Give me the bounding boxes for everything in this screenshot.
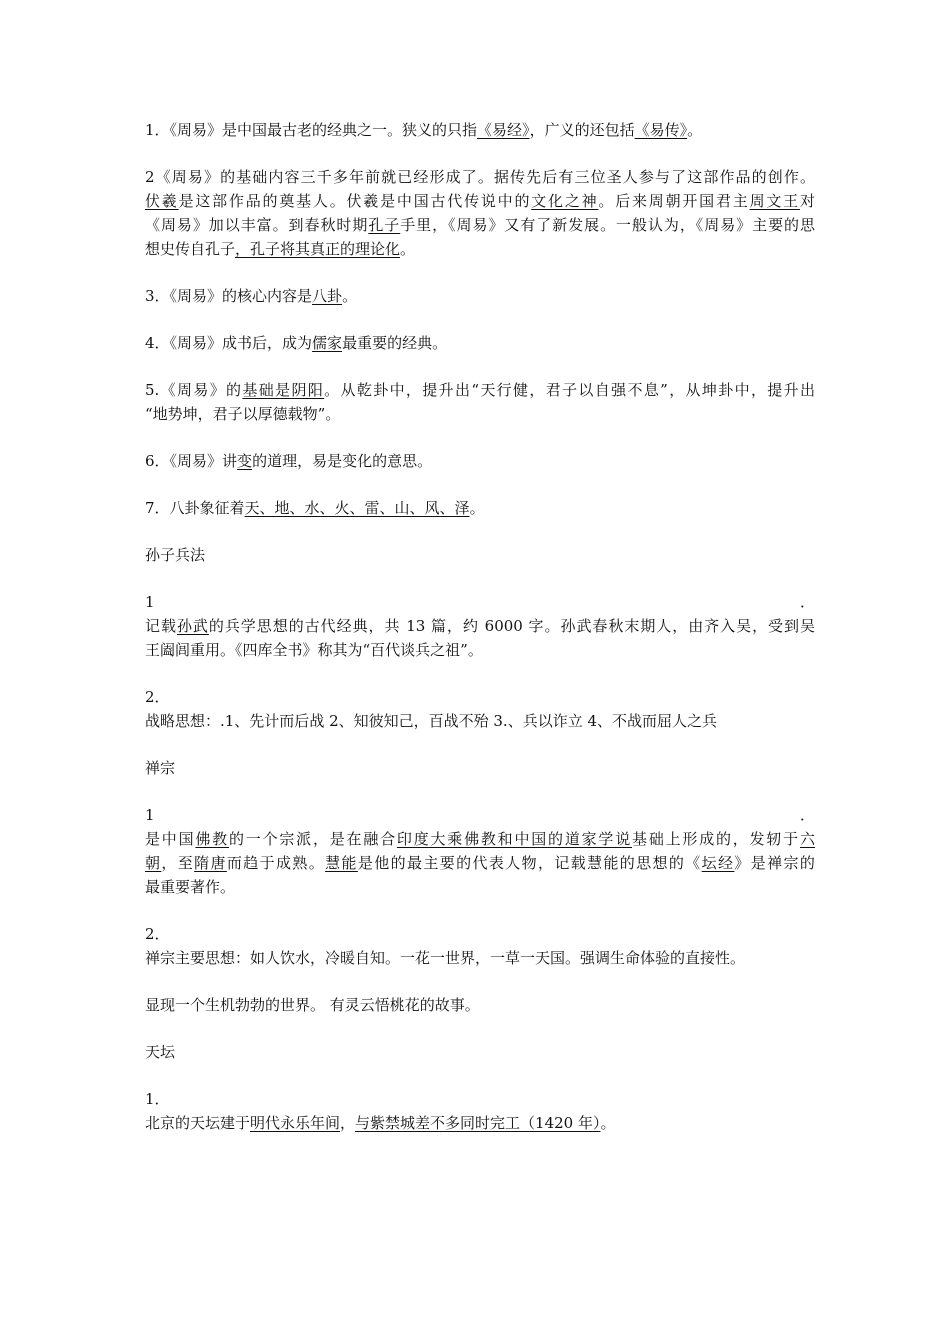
text-line	[145, 827, 815, 851]
text-run: 2．	[145, 688, 170, 706]
text-run: 记载	[145, 617, 177, 635]
text-run: 王阖闾重用。《四库全书》称其为“百代谈兵之祖”。	[145, 641, 483, 659]
text-line	[145, 543, 815, 567]
text-run: 3．《周易》的核心内容是	[145, 287, 313, 305]
underlined-text: 慧能	[325, 854, 358, 872]
text-run: 是他的最主要的代表人物，记载慧能的思想的《	[357, 854, 702, 872]
text-run: 想史传自孔子	[145, 240, 236, 258]
underlined-text: 佛教	[195, 830, 229, 848]
underlined-text: 伏羲	[145, 192, 179, 210]
text-run: 基础上形成的，发轫于	[632, 830, 800, 848]
text-run: 对	[799, 192, 815, 210]
text-line	[145, 993, 815, 1017]
text-run: 》是禅宗的	[734, 854, 815, 872]
paragraph	[145, 449, 815, 473]
text-run: 显现一个生机勃勃的世界。 有灵云悟桃花的故事。	[145, 996, 480, 1014]
text-run: 禅宗	[145, 759, 176, 777]
text-run: 战略思想：.1、先计而后战 2、知彼知己，百战不殆 3.、兵以诈立 4、不战而屈人之兵	[145, 712, 718, 730]
text-run: 的道理，易是变化的意思。	[252, 452, 433, 470]
text-run: 7．八卦象征着	[145, 499, 245, 517]
underlined-text: 朝	[145, 854, 162, 872]
paragraph	[145, 496, 815, 520]
text-line	[145, 1040, 815, 1064]
text-run: 最重要著作。	[145, 878, 236, 896]
underlined-text: 孙武	[176, 617, 209, 635]
text-run: 1．	[145, 806, 815, 824]
text-line	[145, 378, 815, 402]
text-line	[145, 1087, 815, 1111]
text-line	[145, 284, 815, 308]
text-run: 的一个宗派，是在融合	[228, 830, 397, 848]
text-line	[145, 685, 815, 709]
text-run: 的兵学思想的古代经典，共 13 篇，约 6000 字。孙武春秋末期人，由齐入吴，受到吴	[208, 617, 815, 635]
text-run: 手里，《周易》又有了新发展。一般认为，《周易》主要的思	[400, 216, 815, 234]
text-run: 2．	[145, 925, 170, 943]
text-run: 是中国	[145, 830, 196, 848]
underlined-text: 周文王	[749, 192, 800, 210]
text-run: 。	[687, 121, 703, 139]
paragraph	[145, 756, 815, 780]
text-run: ，广义的还包括	[529, 121, 635, 139]
text-line	[145, 237, 815, 261]
text-run: 1．	[145, 1090, 170, 1108]
text-run: 孙子兵法	[145, 546, 206, 564]
underlined-text: 孔子	[368, 216, 401, 234]
text-run: 。后来周朝开国君主	[598, 192, 750, 210]
text-run: 而趋于成熟。	[226, 854, 326, 872]
text-run: 。从乾卦中，提升出“天行健，君子以自强不息”，从坤卦中，提升出	[324, 381, 815, 399]
text-line	[145, 449, 815, 473]
underlined-text: 与紫禁城差不多同时完工（1420 年）	[355, 1114, 601, 1132]
text-line	[145, 189, 815, 213]
underlined-text: 隋唐	[194, 854, 227, 872]
text-run: 。	[469, 499, 485, 517]
text-line	[145, 118, 815, 142]
underlined-text: 天、地、水、火、雷、山、风、泽	[244, 499, 470, 517]
text-run: ，至	[161, 854, 195, 872]
text-line	[145, 402, 815, 426]
underlined-text: 八卦	[312, 287, 343, 305]
text-line	[145, 213, 815, 237]
underlined-text: 变	[237, 452, 253, 470]
text-run: 最重要的经典。	[342, 334, 448, 352]
underlined-text: 印度大乘佛教和中国的道家学说	[396, 830, 633, 848]
text-line	[145, 496, 815, 520]
paragraph	[145, 284, 815, 308]
text-line	[145, 851, 815, 875]
text-run: 2《周易》的基础内容三千多年前就已经形成了。据传先后有三位圣人参与了这部作品的创作。	[145, 168, 815, 186]
text-run: 《周易》加以丰富。到春秋时期	[145, 216, 369, 234]
underlined-text: 文化之神	[531, 192, 599, 210]
text-run: 5.《周易》的	[145, 381, 243, 399]
underlined-text: 《易传》	[634, 121, 688, 139]
text-line	[145, 803, 815, 827]
paragraph	[145, 993, 815, 1017]
underlined-text: 基础是阴阳	[242, 381, 325, 399]
document-body	[145, 118, 815, 1158]
text-line	[145, 1111, 815, 1135]
text-run: 。	[400, 240, 416, 258]
text-run: ，	[340, 1114, 356, 1132]
text-run: 北京的天坛建于	[145, 1114, 251, 1132]
text-line	[145, 614, 815, 638]
paragraph	[145, 803, 815, 899]
paragraph	[145, 331, 815, 355]
underlined-text: 六	[799, 830, 815, 848]
text-run: 是这部作品的奠基人。伏羲是中国古代传说中的	[178, 192, 532, 210]
paragraph	[145, 378, 815, 426]
text-line	[145, 638, 815, 662]
underlined-text: 明代永乐年间	[250, 1114, 341, 1132]
underlined-text: 坛经	[701, 854, 735, 872]
text-line	[145, 922, 815, 946]
underlined-text: 儒家	[312, 334, 343, 352]
text-line	[145, 875, 815, 899]
paragraph	[145, 1087, 815, 1135]
text-run: 4．《周易》成书后，成为	[145, 334, 313, 352]
text-run: 天坛	[145, 1043, 176, 1061]
text-line	[145, 331, 815, 355]
paragraph	[145, 165, 815, 261]
text-line	[145, 590, 815, 614]
paragraph	[145, 1040, 815, 1064]
underlined-text: ，孔子将其真正的理论化	[235, 240, 401, 258]
paragraph	[145, 685, 815, 733]
text-line	[145, 946, 815, 970]
text-line	[145, 165, 815, 189]
text-line	[145, 709, 815, 733]
underlined-text: 《易经》	[477, 121, 530, 139]
text-run: 6．《周易》讲	[145, 452, 238, 470]
text-run: 1．	[145, 593, 815, 611]
text-run: “地势坤，君子以厚德载物”。	[145, 405, 341, 423]
text-line	[145, 756, 815, 780]
paragraph	[145, 118, 815, 142]
text-run: 1．《周易》是中国最古老的经典之一。狭义的只指	[145, 121, 478, 139]
paragraph	[145, 543, 815, 567]
text-run: 禅宗主要思想：如人饮水，冷暖自知。一花一世界，一草一天国。强调生命体验的直接性。	[145, 949, 746, 967]
paragraph	[145, 590, 815, 662]
text-run: 。	[342, 287, 358, 305]
paragraph	[145, 922, 815, 970]
text-run: 。	[600, 1114, 616, 1132]
